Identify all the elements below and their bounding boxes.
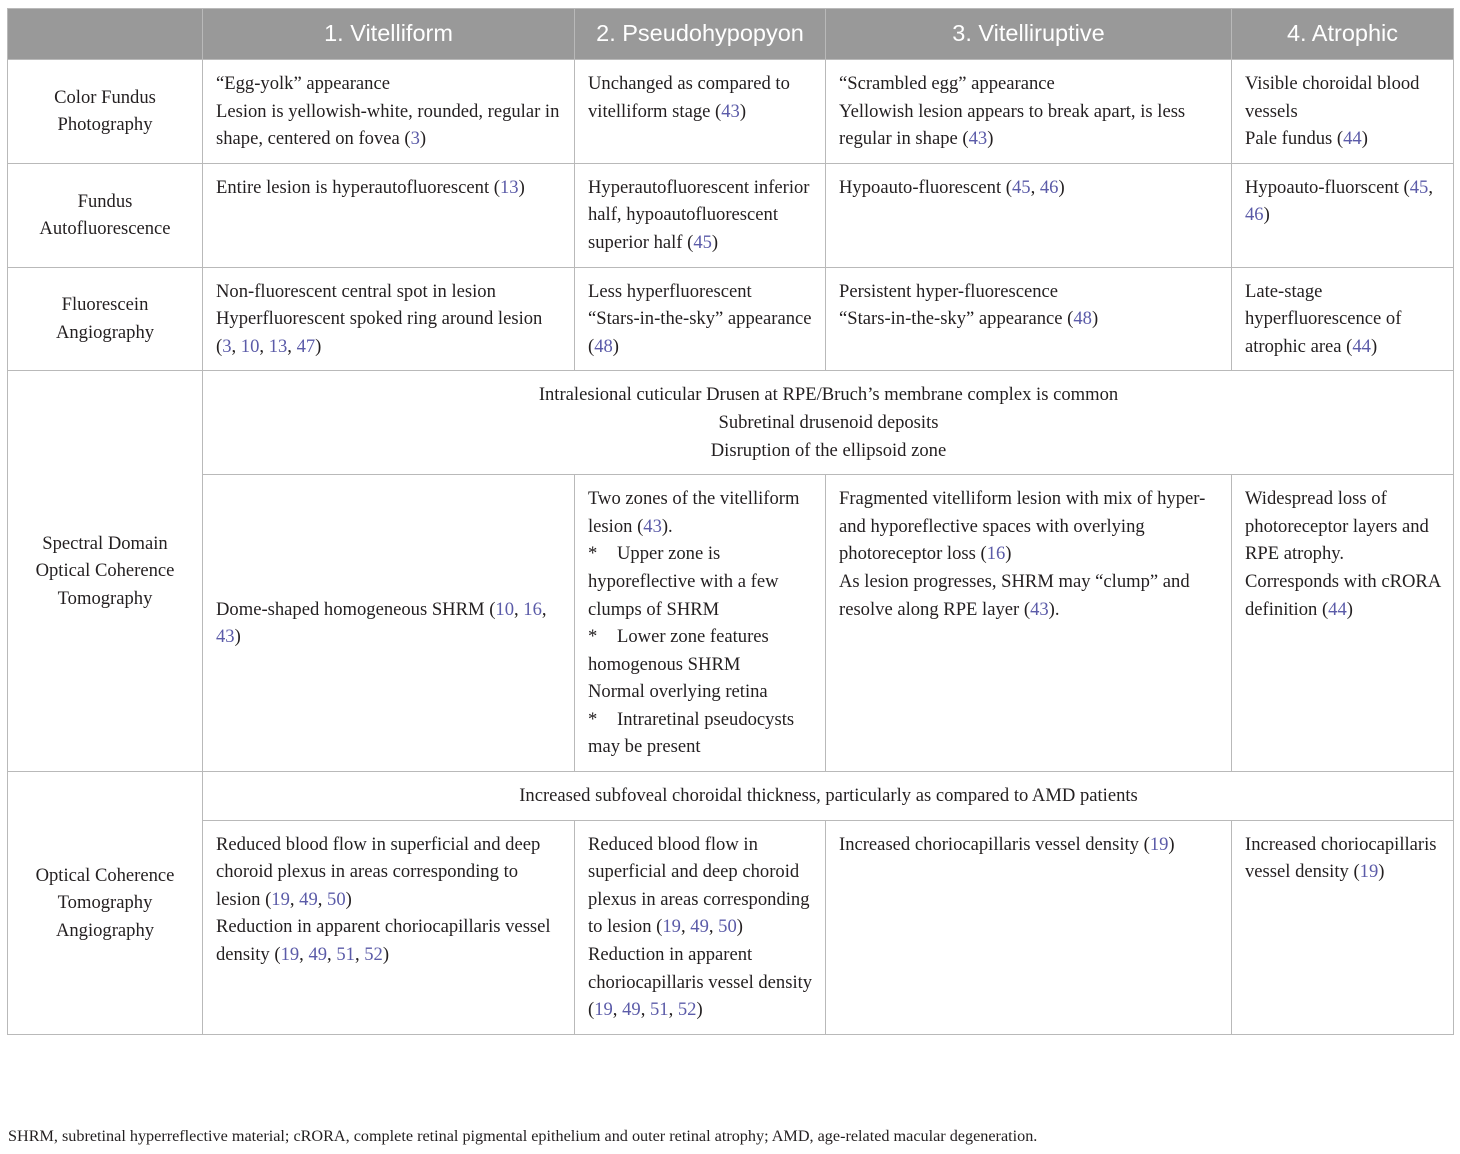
cell-text: Dome-shaped homogeneous SHRM ( (216, 598, 496, 620)
reference-links (721, 101, 740, 122)
reference-links (969, 128, 988, 149)
cell-text: Intraretinal pseudocysts may be present (588, 708, 795, 758)
cell-text: Unchanged as compared to vitelliform stage ( (588, 73, 790, 122)
cell-text: Reduction in apparent choriocapillaris vessel density ( (216, 916, 551, 966)
reference-link[interactable]: 46 (1245, 204, 1264, 226)
cell-text: Hypoauto-fluorescent ( (839, 176, 1012, 198)
cell-text: Two zones of the vitelliform lesion ( (588, 488, 800, 537)
reference-links (594, 336, 613, 357)
reference-link[interactable]: 19 (594, 999, 613, 1021)
reference-link[interactable]: 46 (1039, 176, 1059, 198)
cell-pseudohypopyon: Reduced blood flow in superficial and deep choroid plexus in areas corresponding to lesion (19, 49, 50) Reduction in apparent choriocapillaris vessel density (19, 49, 51, 52) (575, 820, 826, 1034)
reference-link[interactable]: 52 (364, 944, 383, 966)
reference-link[interactable]: 48 (1073, 308, 1092, 330)
reference-link[interactable]: 3 (410, 128, 420, 150)
bullet-item: * Lower zone features homogenous SHRM (588, 626, 769, 675)
cell-text: Non-fluorescent central spot in lesion (216, 280, 496, 302)
reference-link[interactable]: 3 (222, 335, 232, 357)
cell-text: Upper zone is hyporeflective with a few clumps of SHRM (588, 543, 779, 620)
reference-link[interactable]: 47 (296, 335, 316, 357)
row-label: Optical Coherence Tomography Angiography (8, 772, 203, 1035)
cell-pseudohypopyon: Hyperautofluorescent inferior half, hypoautofluorescent superior half (45) (575, 163, 826, 267)
reference-link[interactable]: 52 (677, 999, 697, 1021)
cell-text: Yellowish lesion appears to break apart, is less regular in shape ( (839, 100, 1186, 150)
cell-text: Hyperautofluorescent inferior half, hypoautofluorescent superior half ( (588, 176, 810, 253)
cell-atrophic: Widespread loss of photoreceptor layers and RPE atrophy. Corresponds with cRORA definition (44) (1232, 475, 1454, 772)
header-atrophic: 4. Atrophic (1232, 9, 1454, 60)
row-label: Spectral Domain Optical Coherence Tomography (8, 371, 203, 772)
reference-links (1150, 834, 1169, 855)
cell-vitelliruptive: Hypoauto-fluorescent (45, 46) (826, 163, 1232, 267)
reference-links: 19, 49, 51, 52 (594, 999, 697, 1021)
reference-links: 10, 16, 43 (216, 598, 547, 648)
reference-links (987, 543, 1006, 564)
reference-link[interactable]: 13 (499, 176, 519, 198)
row-sdoct-stages (8, 475, 1454, 772)
reference-link[interactable]: 50 (327, 888, 346, 910)
cell-vitelliruptive: “Scrambled egg” appearance Yellowish lesion appears to break apart, is less regular in shape (43) (826, 60, 1232, 164)
cell-text: Reduced blood flow in superficial and deep choroid plexus in areas corresponding to lesion ( (588, 833, 810, 938)
reference-links (643, 516, 662, 537)
reference-link[interactable]: 19 (1149, 833, 1169, 855)
reference-link[interactable]: 49 (690, 916, 709, 938)
cell-atrophic: Increased choriocapillaris vessel density (19) (1232, 820, 1454, 1034)
reference-links (1073, 308, 1092, 329)
cell-text: “Stars-in-the-sky” appearance ( (839, 308, 1074, 330)
reference-links (1030, 599, 1049, 620)
cell-vitelliruptive: Fragmented vitelliform lesion with mix of hyper- and hyporeflective spaces with overlying photoreceptor loss (16) As lesion progresses, SHRM may “clump” and resolve along RPE layer (43). (826, 475, 1232, 772)
reference-link[interactable]: 51 (649, 999, 669, 1021)
cell-octa-common: Increased subfoveal choroidal thickness, particularly as compared to AMD patients (203, 772, 1454, 821)
cell-text: Reduced blood flow in superficial and deep choroid plexus in areas corresponding to lesion ( (216, 833, 541, 910)
reference-link[interactable]: 16 (986, 543, 1006, 565)
cell-vitelliruptive: Increased choriocapillaris vessel density (19) (826, 820, 1232, 1034)
cell-text: Late-stage hyperfluorescence of atrophic area ( (1245, 280, 1402, 357)
reference-link[interactable]: 43 (1030, 598, 1049, 620)
row-autofluorescence (8, 163, 1454, 267)
row-fluorescein (8, 267, 1454, 371)
cell-text: Lesion is yellowish-white, rounded, regular in shape, centered on fovea ( (216, 100, 560, 150)
cell-text: “Scrambled egg” appearance (839, 73, 1055, 94)
cell-atrophic: Visible choroidal blood vessels Pale fundus (44) (1232, 60, 1454, 164)
reference-links (693, 232, 712, 253)
reference-links (1343, 128, 1362, 149)
reference-link[interactable]: 43 (968, 128, 988, 150)
cell-vitelliform: Entire lesion is hyperautofluorescent (13) (203, 163, 575, 267)
reference-link[interactable]: 13 (268, 335, 288, 357)
cell-text: Widespread loss of photoreceptor layers and RPE atrophy. Corresponds with cRORA definition ( (1245, 488, 1441, 620)
header-vitelliruptive: 3. Vitelliruptive (826, 9, 1232, 60)
row-label: Fluorescein Angiography (8, 267, 203, 371)
reference-link[interactable]: 10 (240, 335, 260, 357)
row-color-fundus (8, 60, 1454, 164)
cell-pseudohypopyon: Two zones of the vitelliform lesion (43). * Upper zone is hyporeflective with a few clumps of SHRM * Lower zone features homogenous SHRM Normal overlying retina * Intraretinal pseudocysts may be present (575, 475, 826, 772)
cell-text: Persistent hyper-fluorescence (839, 280, 1059, 302)
cell-text: Pale fundus ( (1245, 128, 1344, 150)
reference-link[interactable]: 48 (594, 335, 613, 357)
cell-text: Entire lesion is hyperautofluorescent ( (216, 176, 500, 198)
cell-text: Hyperfluorescent spoked ring around lesion ( (216, 308, 543, 357)
header-pseudohypopyon: 2. Pseudohypopyon (575, 9, 826, 60)
header-vitelliform: 1. Vitelliform (203, 9, 575, 60)
cell-pseudohypopyon: Less hyperfluorescent “Stars-in-the-sky” appearance (48) (575, 267, 826, 371)
reference-links (411, 128, 420, 149)
reference-link[interactable]: 19 (662, 916, 681, 938)
reference-link[interactable]: 49 (299, 888, 318, 910)
comparison-table (7, 8, 1454, 1035)
reference-link[interactable]: 45 (693, 231, 712, 253)
cell-pseudohypopyon: Unchanged as compared to vitelliform stage (43) (575, 60, 826, 164)
cell-text: “Stars-in-the-sky” appearance ( (588, 308, 812, 357)
reference-links: 45, 46 (1011, 176, 1059, 198)
reference-link[interactable]: 45 (1011, 176, 1031, 198)
bullet-item: * Upper zone is hyporeflective with a few clumps of SHRM (588, 543, 779, 620)
reference-link[interactable]: 43 (216, 626, 235, 648)
reference-link[interactable]: 19 (271, 888, 290, 910)
cell-text: Normal overlying retina (588, 681, 768, 703)
cell-text: Subretinal drusenoid deposits (718, 411, 939, 433)
reference-link[interactable]: 50 (718, 916, 737, 938)
cell-text: Disruption of the ellipsoid zone (710, 439, 947, 461)
reference-links: 19, 49, 50 (271, 888, 346, 910)
cell-text: Increased choriocapillaris vessel density ( (1245, 833, 1437, 883)
cell-text: Lower zone features homogenous SHRM (588, 626, 769, 675)
cell-text: Increased choriocapillaris vessel density ( (839, 833, 1150, 855)
row-octa-stages (8, 820, 1454, 1034)
cell-text: Fragmented vitelliform lesion with mix of hyper- and hyporeflective spaces with overlying photoreceptor loss ( (839, 488, 1206, 565)
reference-links (1360, 861, 1379, 882)
reference-link[interactable]: 16 (523, 598, 542, 620)
reference-links: 19, 49, 51, 52 (280, 944, 383, 966)
cell-text: Less hyperfluorescent (588, 280, 752, 302)
reference-links: 3, 10, 13, 47 (222, 335, 316, 357)
reference-link[interactable]: 43 (643, 515, 662, 537)
table-footnote: SHRM, subretinal hyperreflective material; cRORA, complete retinal pigmental epithelium and outer retinal atrophy; AMD, age-related macular degeneration. (8, 1127, 1038, 1145)
cell-text: Hypoauto-fluorscent ( (1245, 176, 1410, 198)
cell-sdoct-common (203, 371, 1454, 475)
reference-link[interactable]: 10 (495, 598, 514, 620)
row-octa-common (8, 772, 1454, 821)
cell-vitelliform: Non-fluorescent central spot in lesion Hyperfluorescent spoked ring around lesion (3, 10, 13, 47) (203, 267, 575, 371)
cell-text: Intralesional cuticular Drusen at RPE/Bruch’s membrane complex is common (538, 384, 1119, 406)
reference-links (500, 177, 519, 198)
cell-vitelliform: Reduced blood flow in superficial and deep choroid plexus in areas corresponding to lesion (19, 49, 50) Reduction in apparent choriocapillaris vessel density (19, 49, 51, 52) (203, 820, 575, 1034)
bullet-item: * Intraretinal pseudocysts may be present (588, 708, 795, 758)
reference-link[interactable]: 43 (721, 100, 740, 122)
cell-vitelliruptive: Persistent hyper-fluorescence “Stars-in-the-sky” appearance (48) (826, 267, 1232, 371)
reference-link[interactable]: 51 (336, 944, 355, 966)
reference-link[interactable]: 49 (622, 999, 641, 1021)
cell-text: Visible choroidal blood vessels (1245, 73, 1420, 122)
header-row (8, 9, 1454, 60)
header-corner (8, 9, 203, 60)
row-label: Fundus Autofluorescence (8, 163, 203, 267)
reference-links: 45, 46 (1245, 176, 1433, 226)
cell-atrophic: Late-stage hyperfluorescence of atrophic area (44) (1232, 267, 1454, 371)
cell-text: As lesion progresses, SHRM may “clump” and resolve along RPE layer ( (839, 570, 1190, 620)
reference-link[interactable]: 45 (1409, 176, 1429, 198)
reference-link[interactable]: 19 (1359, 861, 1379, 883)
reference-link[interactable]: 44 (1343, 128, 1362, 150)
reference-link[interactable]: 49 (308, 944, 328, 966)
cell-vitelliform: Dome-shaped homogeneous SHRM (10, 16, 43) (203, 475, 575, 772)
reference-links: 19, 49, 50 (662, 916, 737, 938)
cell-atrophic: Hypoauto-fluorscent (45, 46) (1232, 163, 1454, 267)
reference-links (1328, 599, 1347, 620)
row-sdoct-common (8, 371, 1454, 475)
cell-text: Reduction in apparent choriocapillaris vessel density ( (588, 944, 813, 1021)
cell-vitelliform: “Egg-yolk” appearance Lesion is yellowish-white, rounded, regular in shape, centered on fovea (3) (203, 60, 575, 164)
row-label: Color Fundus Photography (8, 60, 203, 164)
reference-link[interactable]: 44 (1328, 598, 1347, 620)
cell-text: “Egg-yolk” appearance (216, 73, 390, 94)
reference-link[interactable]: 19 (280, 944, 300, 966)
reference-link[interactable]: 44 (1352, 335, 1371, 357)
reference-links (1352, 336, 1371, 357)
